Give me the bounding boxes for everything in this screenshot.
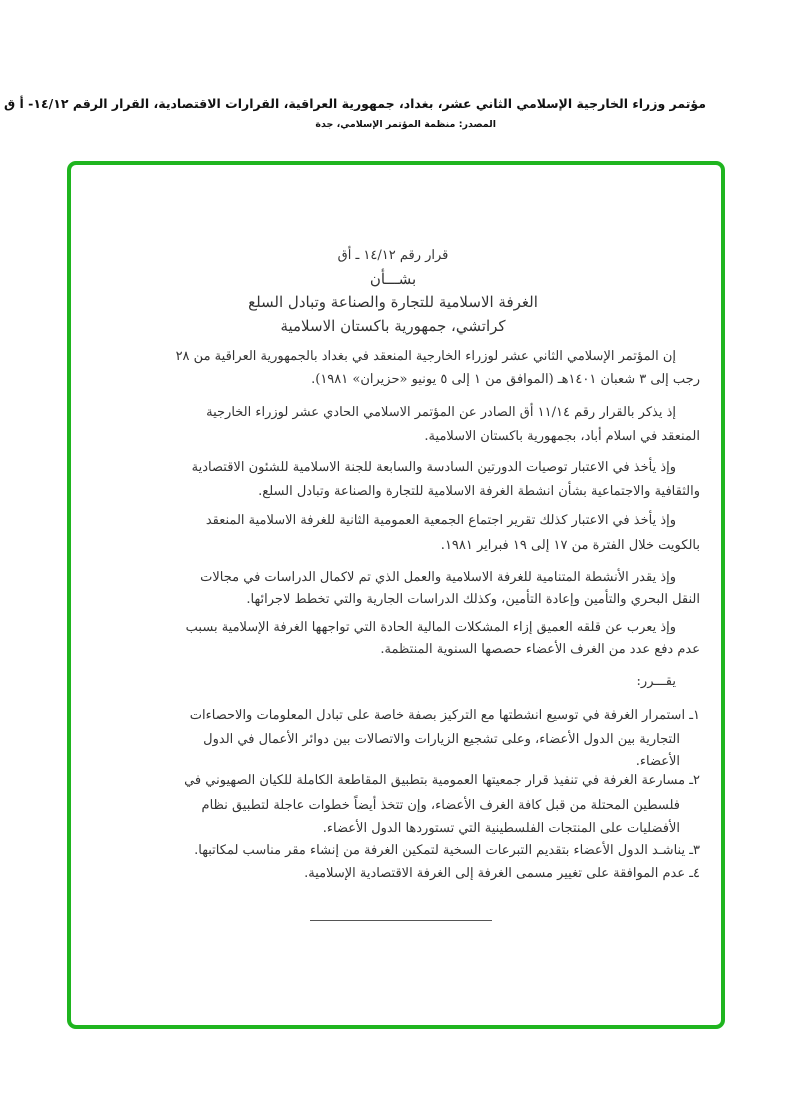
page-header-title: مؤتمر وزراء الخارجية الإسلامي الثاني عشر، بغداد، جمهورية العراقية، القرارات الاقتصادية، القرار الرقم ١٤/١٢- أ ق bbox=[4, 96, 706, 111]
decision-item-line: ١ـ استمرار الغرفة في توسيع انشطتها مع التركيز بصفة خاصة على تبادل المعلومات والاحصاءات bbox=[189, 708, 700, 723]
decision-item-line: ٢ـ مسارعة الغرفة في تنفيذ قرار جمعيتها العمومية بتطبيق المقاطعة الكاملة للكيان الصهيوني في bbox=[184, 773, 700, 788]
preamble-line: إذ يذكر بالقرار رقم ١١/١٤ أق الصادر عن المؤتمر الاسلامي الحادي عشر لوزراء الخارجية bbox=[206, 405, 676, 420]
preamble-line: والثقافية والاجتماعية بشأن انشطة الغرفة الاسلامية للتجارة والصناعة وتبادل السلع. bbox=[258, 484, 700, 499]
resolution-number: قرار رقم ١٤/١٢ ـ أق bbox=[337, 248, 449, 263]
decision-item-line: فلسطين المحتلة من قبل كافة الغرف الأعضاء، وإن تتخذ أيضاً خطوات عاجلة لتطبيق نظام bbox=[201, 798, 680, 813]
decision-item-line: ٤ـ عدم الموافقة على تغيير مسمى الغرفة إلى الغرفة الاقتصادية الإسلامية. bbox=[304, 866, 700, 881]
preamble-line: النقل البحري والتأمين وإعادة التأمين، وكذلك الدراسات الجارية والتي تخطط لاجرائها. bbox=[246, 592, 700, 607]
closing-rule bbox=[310, 920, 492, 921]
preamble-line: رجب إلى ٣ شعبان ١٤٠١هـ (الموافق من ١ إلى ٥ يونيو «حزيران» ١٩٨١). bbox=[311, 372, 700, 387]
decision-item-line: التجارية بين الدول الأعضاء، وعلى تشجيع الزيارات والاتصالات بين دوائر الأعمال في الدول bbox=[203, 732, 680, 747]
decision-item-line: ٣ـ يناشـد الدول الأعضاء بتقديم التبرعات السخية لتمكين الغرفة من إنشاء مقر مناسب لمكاتبها. bbox=[194, 843, 700, 858]
decision-item-line: الأفضليات على المنتجات الفلسطينية التي تستوردها الدول الأعضاء. bbox=[322, 821, 680, 836]
decision-item-line: الأعضاء. bbox=[635, 754, 680, 769]
subject-line-2: كراتشي، جمهورية باكستان الاسلامية bbox=[280, 317, 506, 335]
page-header-source: المصدر: منظمة المؤتمر الإسلامي، جدة bbox=[315, 119, 496, 130]
concerning-heading: بشـــأن bbox=[369, 270, 417, 288]
preamble-line: وإذ يعرب عن قلقه العميق إزاء المشكلات المالية الحادة التي تواجهها الغرفة الإسلامية بسبب bbox=[185, 620, 676, 635]
preamble-line: وإذ يقدر الأنشطة المتنامية للغرفة الاسلامية والعمل الذي تم لاكمال الدراسات في مجالات bbox=[200, 570, 676, 585]
preamble-line: المنعقد في اسلام أباد، بجمهورية باكستان الاسلامية. bbox=[424, 429, 700, 444]
preamble-line: إن المؤتمر الإسلامي الثاني عشر لوزراء الخارجية المنعقد في بغداد بالجمهورية العراقية من ٢٨ bbox=[175, 349, 676, 364]
decides-heading: يقـــرر: bbox=[636, 674, 676, 689]
preamble-line: وإذ يأخذ في الاعتبار كذلك تقرير اجتماع الجمعية العمومية الثانية للغرفة الاسلامية المنعقد bbox=[205, 513, 676, 528]
preamble-line: عدم دفع عدد من الغرف الأعضاء حصصها السنوية المنتظمة. bbox=[380, 642, 700, 657]
preamble-line: بالكويت خلال الفترة من ١٧ إلى ١٩ فبراير ١٩٨١. bbox=[440, 538, 700, 553]
preamble-line: وإذ يأخذ في الاعتبار توصيات الدورتين السادسة والسابعة للجنة الاسلامية للشئون الاقتصادية bbox=[191, 460, 676, 475]
subject-line-1: الغرفة الاسلامية للتجارة والصناعة وتبادل السلع bbox=[248, 293, 538, 311]
